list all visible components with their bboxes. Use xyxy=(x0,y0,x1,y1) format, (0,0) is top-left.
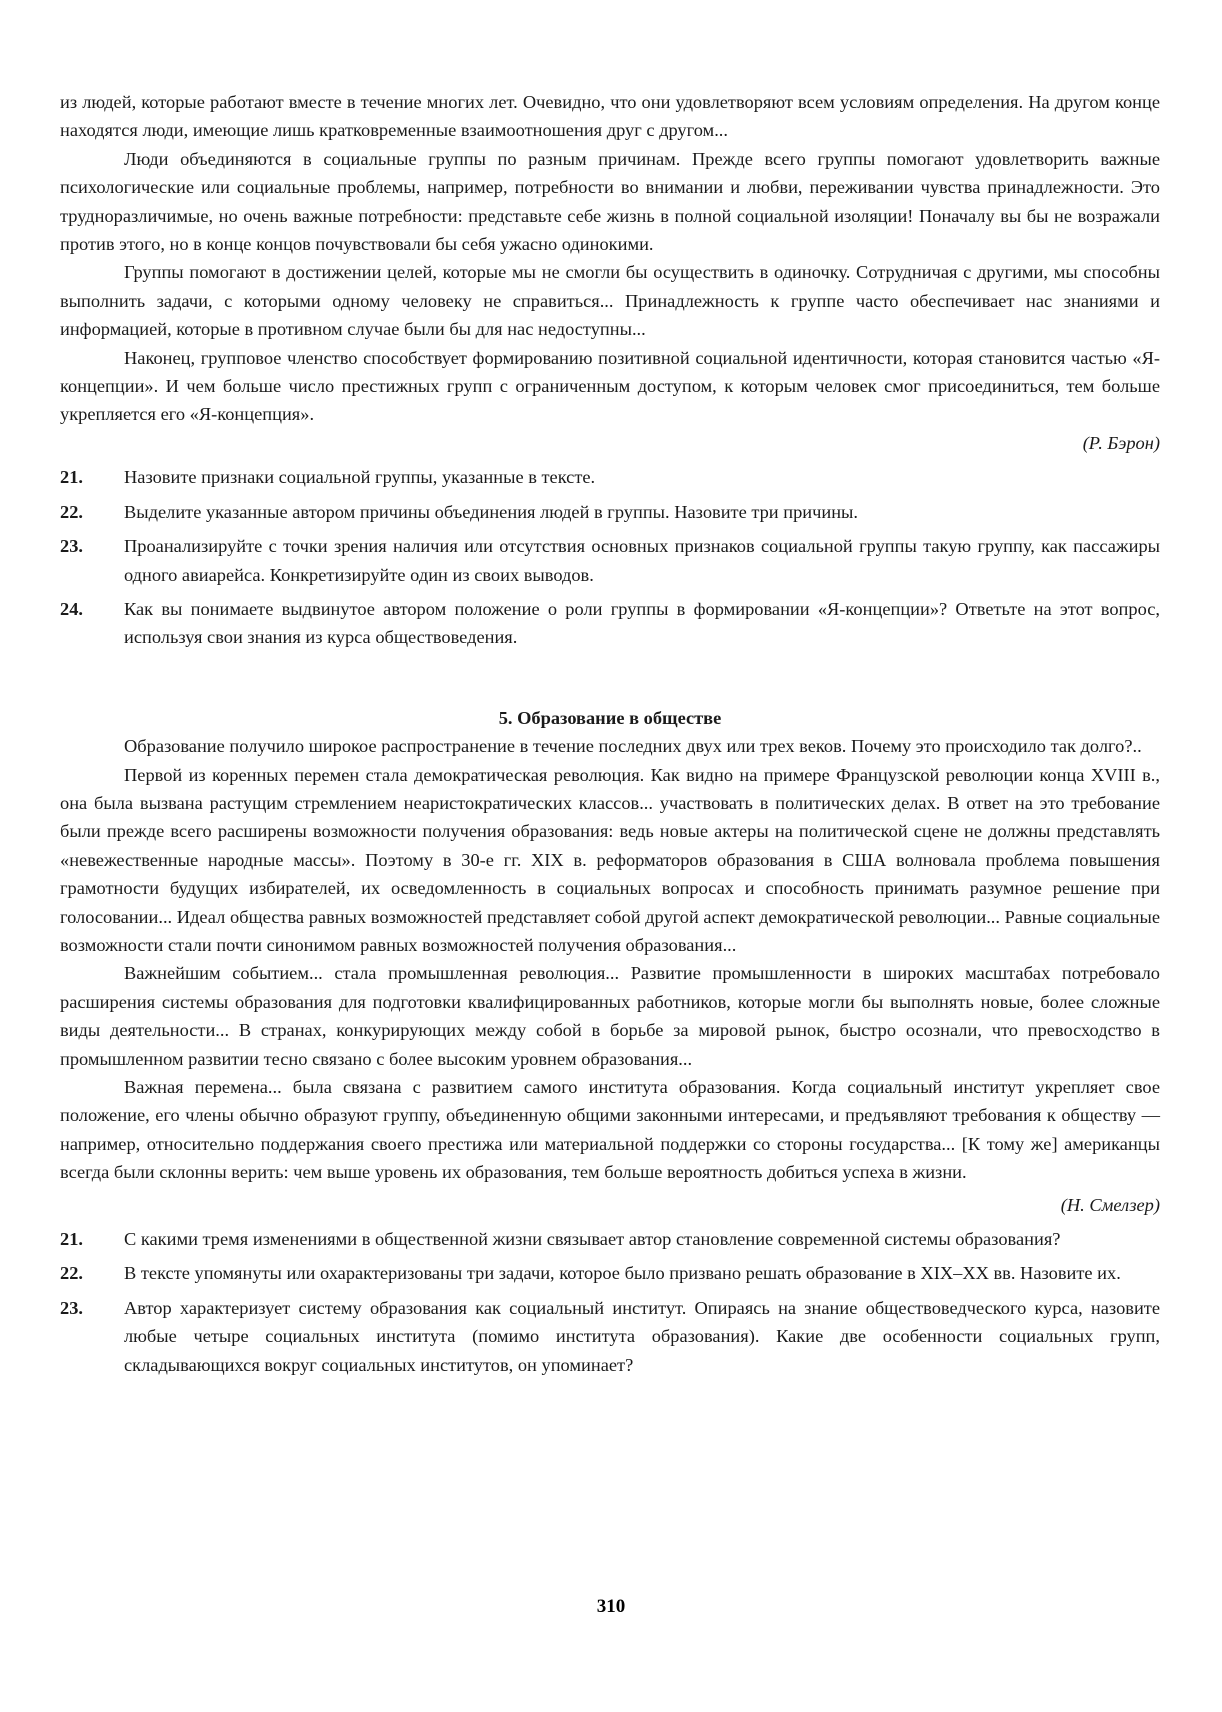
question-number: 23. xyxy=(60,1297,83,1318)
question-number: 22. xyxy=(60,501,83,522)
question-text: С какими тремя изменениями в общественной жизни связывает автор становление современной системы образования? xyxy=(124,1229,1061,1250)
question-item xyxy=(60,1259,1160,1287)
paragraph: Образование получило широкое распространение в течение последних двух или трех веков. Почему это происходило так долго?.. xyxy=(124,736,1142,757)
question-item xyxy=(60,463,1160,491)
question-number: 21. xyxy=(60,467,83,488)
paragraph: Важная перемена... была связана с развитием самого института образования. Когда социальный институт укрепляет свое положение, его члены обычно образуют группу, объединенную общими законными интересами, и предъявляют требования к обществу — например, относительно поддержания своего престижа или материальной поддержки со стороны государства... [К тому же] американцы всегда были склонны верить: чем выше уровень их образования, тем больше вероятность добиться успеха в жизни. xyxy=(60,1077,1160,1183)
question-item xyxy=(60,595,1160,652)
paragraph: Люди объединяются в социальные группы по разным причинам. Прежде всего группы помогают удовлетворить важные психологические или социальные проблемы, например, потребности во внимании и любви, переживании чувства принадлежности. Это трудноразличимые, но очень важные потребности: представьте себе жизнь в полной социальной изоляции! Поначалу вы бы не возражали против этого, но в конце концов почувствовали бы себя ужасно одинокими. xyxy=(60,148,1160,255)
question-text: Проанализируйте с точки зрения наличия или отсутствия основных признаков социальной группы такую группу, как пассажиры одного авиарейса. Конкретизируйте один из своих выводов. xyxy=(124,536,1160,585)
question-number: 23. xyxy=(60,536,83,557)
question-item xyxy=(60,1225,1160,1253)
paragraph: Важнейшим событием... стала промышленная революция... Развитие промышленности в широких масштабах потребовало расширения системы образования для подготовки квалифицированных работников, которые могли бы выполнять новые, более сложные виды деятельности... В странах, конкурирующих между собой в борьбе за мировой рынок, быстро осознали, что превосходство в промышленном развитии тесно связано с более высоким уровнем образования... xyxy=(60,963,1160,1069)
question-item xyxy=(60,532,1160,589)
question-number: 22. xyxy=(60,1263,83,1284)
question-item xyxy=(60,1294,1160,1379)
author-attribution: (Н. Смелзер) xyxy=(1060,1194,1160,1215)
question-number: 21. xyxy=(60,1229,83,1250)
question-text: Как вы понимаете выдвинутое автором положение о роли группы в формировании «Я-концепции»? Ответьте на этот вопрос, используя свои знания из курса обществоведения. xyxy=(124,598,1160,648)
paragraph: из людей, которые работают вместе в течение многих лет. Очевидно, что они удовлетворяют всем условиям определения. На другом конце находятся люди, имеющие лишь кратковременные взаимоотношения друг с другом... xyxy=(60,92,1160,141)
question-text: Автор характеризует систему образования как социальный институт. Опираясь на знание обществоведческого курса, назовите любые четыре социальных института (помимо института образования). Какие две особенности социальных групп, складывающихся вокруг социальных институтов, он упоминает? xyxy=(124,1297,1160,1375)
question-text: Выделите указанные автором причины объединения людей в группы. Назовите три причины. xyxy=(124,501,859,522)
section-title: 5. Образование в обществе xyxy=(498,707,722,728)
question-text: В тексте упомянуты или охарактеризованы три задачи, которое было призвано решать образование в XIX–XX вв. Назовите их. xyxy=(124,1263,1121,1284)
question-number: 24. xyxy=(60,598,83,619)
paragraph: Группы помогают в достижении целей, которые мы не смогли бы осуществить в одиночку. Сотрудничая с другими, мы способны выполнить задачи, с которыми одному человеку не справиться... Принадлежность к группе часто обеспечивает нас знаниями и информацией, которые в противном случае были бы для нас недоступны... xyxy=(60,262,1160,340)
question-item xyxy=(60,498,1160,526)
paragraph: Наконец, групповое членство способствует формированию позитивной социальной идентичности, которая становится частью «Я-концепции». И чем больше число престижных групп с ограниченным доступом, к которым человек смог присоединиться, тем больше укрепляется его «Я-концепция». xyxy=(60,347,1160,425)
paragraph: Первой из коренных перемен стала демократическая революция. Как видно на примере Французской революции конца XVIII в., она была вызвана растущим стремлением неаристократических классов... участвовать в политических делах. В ответ на это требование были прежде всего расширены возможности получения образования: ведь новые актеры на политической сцене не должны представлять «невежественные народные массы». Поэтому в 30-е гг. XIX в. реформаторов образования в США волновала проблема повышения грамотности будущих избирателей, их осведомленность в социальных вопросах и способность принимать разумное решение при голосовании... Идеал общества равных возможностей представляет собой другой аспект демократической революции... Равные социальные возможности стали почти синонимом равных возможностей получения образования... xyxy=(60,764,1160,955)
page-content xyxy=(60,88,1160,1379)
question-text: Назовите признаки социальной группы, указанные в тексте. xyxy=(124,467,596,488)
author-attribution: (Р. Бэрон) xyxy=(1082,432,1160,453)
page-number: 310 xyxy=(596,1596,626,1617)
